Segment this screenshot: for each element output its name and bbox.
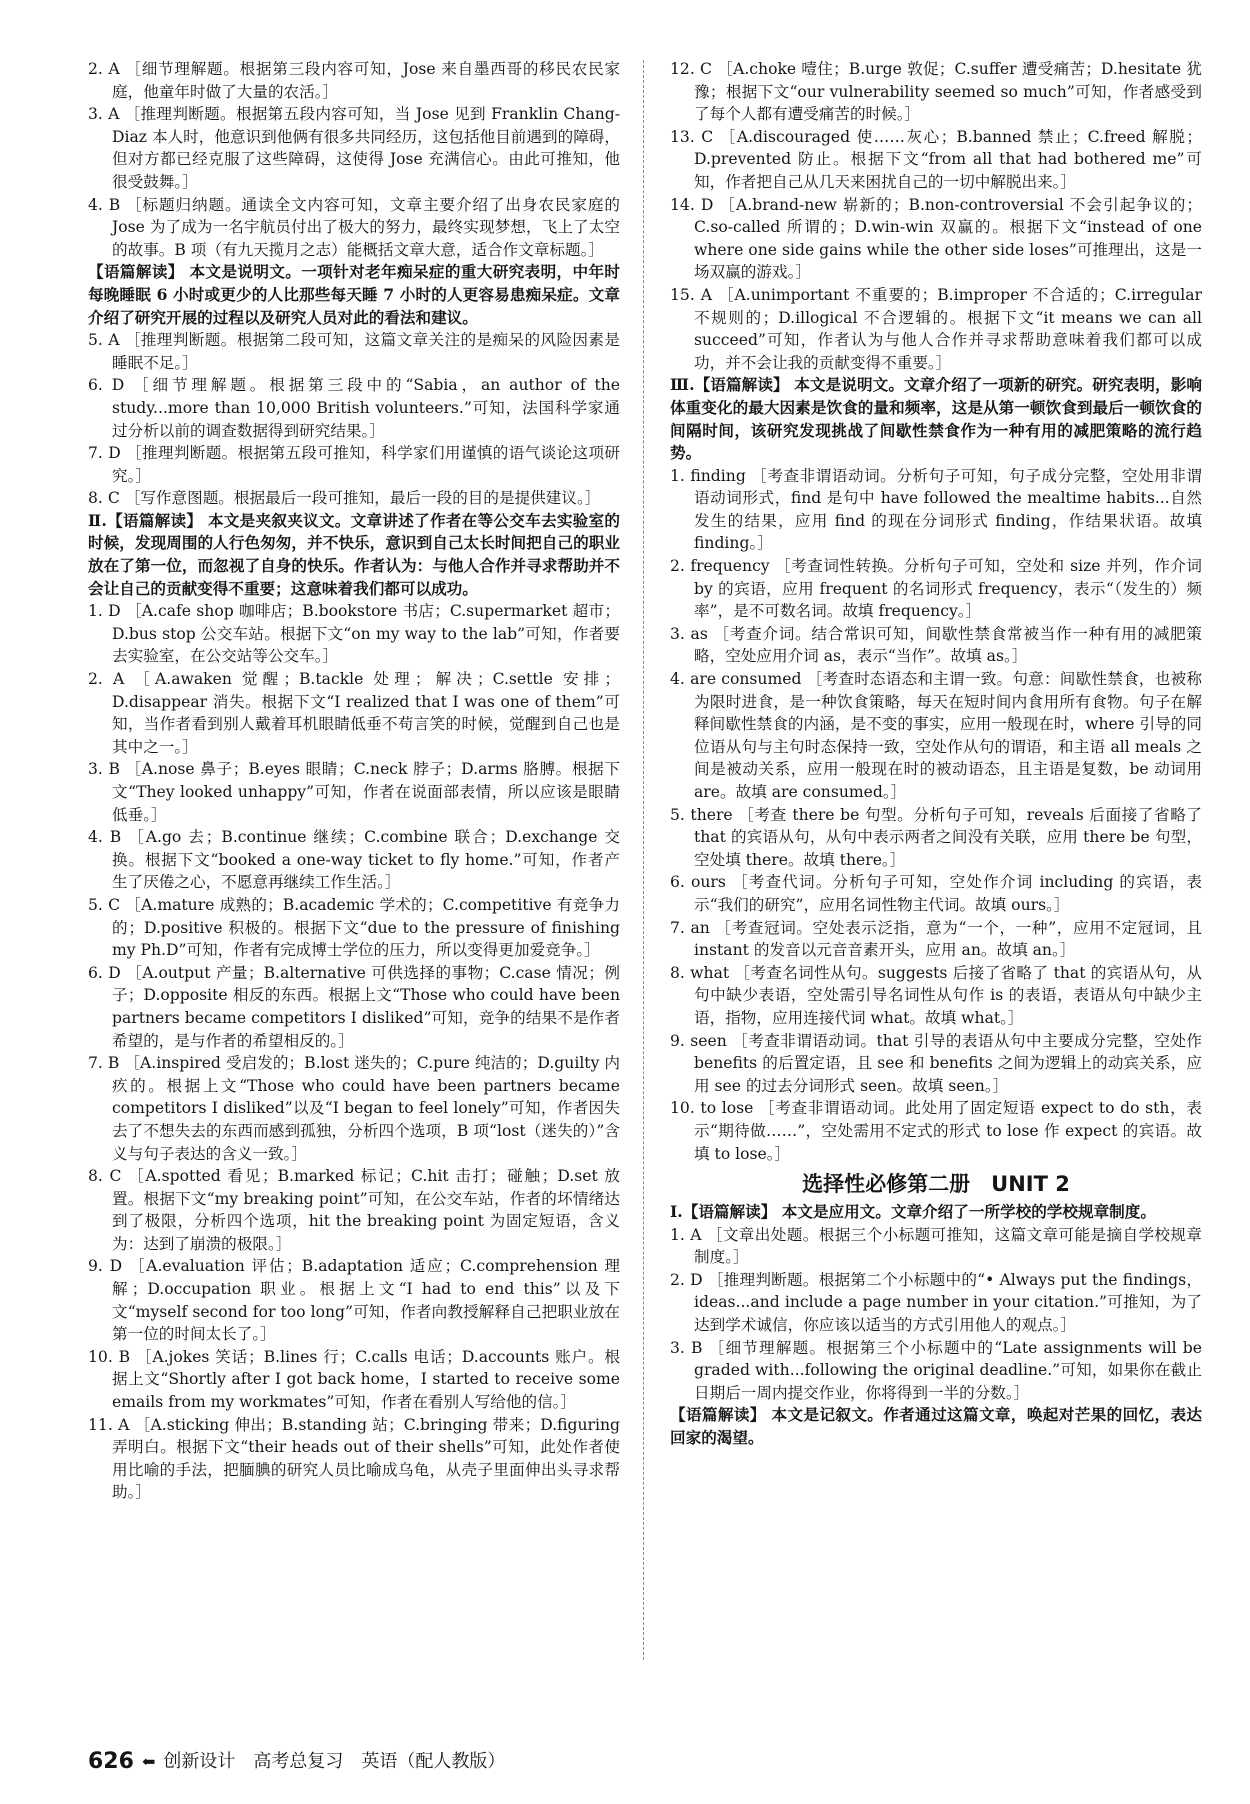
book-title: 创新设计 高考总复习 英语（配人教版） — [163, 1751, 506, 1772]
answer-item: 14. D ［A.brand-new 崭新的；B.non-controversial 不会引起争议的；C.so-called 所谓的；D.win-win 双赢的。根据下文“instead of one where one side gains while the other side loses”可推理出，这是一场双赢的游戏。］ — [670, 195, 1202, 282]
answer-item: 10. B ［A.jokes 笑话；B.lines 行；C.calls 电话；D.accounts 账户。根据上文“Shortly after I got back home，I started to receive some emails from my workmates”可知，作者在看别人写给他的信。］ — [88, 1347, 620, 1412]
answer-item: 3. A ［推理判断题。根据第五段内容可知，当 Jose 见到 Franklin Chang-Diaz 本人时，他意识到他俩有很多共同经历，这包括他目前遇到的障碍，但对方都已经克服了这些障碍，这使得 Jose 充满信心。由此可推知，他很受鼓舞。］ — [88, 105, 620, 191]
passage-overview: 【语篇解读】 本文是记叙文。作者通过这篇文章，唤起对芒果的回忆，表达回家的渴望。 — [670, 1405, 1202, 1448]
page-footer — [88, 1750, 505, 1774]
answer-item: 1. D ［A.cafe shop 咖啡店；B.bookstore 书店；C.supermarket 超市；D.bus stop 公交车站。根据下文“on my way to the lab”可知，作者要去实验室，在公交站等公交车。］ — [88, 602, 620, 666]
answer-item: 2. A ［A.awaken 觉醒；B.tackle 处理；解决；C.settle 安排；D.disappear 消失。根据下文“I realized that I was one of them”可知，当作者看到别人戴着耳机眼睛低垂不苟言笑的时候，觉醒到自己也是其中之一。］ — [88, 670, 620, 756]
answer-item: 3. B ［A.nose 鼻子；B.eyes 眼睛；C.neck 脖子；D.arms 胳膊。根据下文“They looked unhappy”可知，作者在说面部表情，所以应该是眼睛低垂。］ — [88, 760, 620, 824]
page-number: 626 — [88, 1749, 134, 1774]
answer-item: 3. as ［考查介词。结合常识可知，间歇性禁食常被当作一种有用的减肥策略，空处应用介词 as，表示“当作”。故填 as。］ — [670, 624, 1202, 666]
section-heading: 选择性必修第二册 UNIT 2 — [802, 1172, 1070, 1197]
answer-item: 5. A ［推理判断题。根据第二段可知，这篇文章关注的是痴呆的风险因素是睡眠不足。］ — [88, 331, 620, 372]
left-column — [88, 58, 620, 1504]
answer-item: 2. D ［推理判断题。根据第二个小标题中的“• Always put the findings，ideas...and include a page number in your citation.”可推知，为了达到学术诚信，你应该以适当的方式引用他人的观点。］ — [670, 1270, 1202, 1335]
answer-item: 13. C ［A.discouraged 使……灰心；B.banned 禁止；C.freed 解脱；D.prevented 防止。根据下文“from all that had bothered me”可知，作者把自己从几天来困扰自己的一切中解脱出来。］ — [670, 127, 1202, 191]
answer-item: 8. what ［考查名词性从句。suggests 后接了省略了 that 的宾语从句，从句中缺少表语，空处需引导名词性从句作 is 的表语，表语从句中缺少主语，指物，应用连接代词 what。故填 what。］ — [670, 963, 1202, 1027]
answer-item: 15. A ［A.unimportant 不重要的；B.improper 不合适的；C.irregular 不规则的；D.illogical 不合逻辑的。根据下文“it means we can all succeed”可知，作者认为与他人合作并寻求帮助意味着我们都可以成功，并不会让我的贡献变得不重要。］ — [670, 285, 1202, 372]
answer-item: 12. C ［A.choke 噎住；B.urge 敦促；C.suffer 遭受痛苦；D.hesitate 犹豫；根据下文“our vulnerability seemed so much”可知，作者感受到了每个人都有遭受痛苦的时候。］ — [670, 60, 1202, 124]
answer-item: 4. B ［A.go 去；B.continue 继续；C.combine 联合；D.exchange 交换。根据下文“booked a one-way ticket to fly home.”可知，作者产生了厌倦之心，不愿意再继续工作生活。］ — [88, 828, 620, 892]
answer-item: 2. A ［细节理解题。根据第三段内容可知，Jose 来自墨西哥的移民农民家庭，他童年时做了大量的农活。］ — [88, 60, 620, 101]
answer-item: 7. B ［A.inspired 受启发的；B.lost 迷失的；C.pure 纯洁的；D.guilty 内疚的。根据上文“Those who could have been partners became competitors I disliked”以及“I began to feel lonely”可知，作者因失去了不想失去的东西而感到孤独，分析四个选项，B 项“lost（迷失的）”含义与句子表达的含义一致。］ — [88, 1054, 620, 1163]
answer-item: 5. there ［考查 there be 句型。分析句子可知，reveals 后面接了省略了 that 的宾语从句，从句中表示两者之间没有关联，应用 there be 句型，空处填 there。故填 there。］ — [670, 805, 1202, 869]
passage-overview: Ⅰ.【语篇解读】 本文是应用文。文章介绍了一所学校的学校规章制度。 — [670, 1202, 1156, 1222]
answer-item: 2. frequency ［考查词性转换。分析句子可知，空处和 size 并列，作介词 by 的宾语，应用 frequent 的名词形式 frequency，表示“（发生的）频率”，是不可数名词。故填 frequency。］ — [670, 557, 1202, 621]
answer-item: 4. B ［标题归纳题。通读全文内容可知，文章主要介绍了出身农民家庭的 Jose 为了成为一名宇航员付出了极大的努力，最终实现梦想，飞上了太空的故事。B 项（有九天揽月之志）能概括文章大意，适合作文章标题。］ — [88, 195, 620, 259]
passage-overview: Ⅲ.【语篇解读】 本文是说明文。文章介绍了一项新的研究。研究表明，影响体重变化的最大因素是饮食的量和频率，这是从第一顿饮食到最后一顿饮食的间隔时间，该研究发现挑战了间歇性禁食作为一种有用的减肥策略的流行趋势。 — [670, 375, 1202, 463]
answer-item: 1. finding ［考查非谓语动词。分析句子可知，句子成分完整，空处用非谓语动词形式，find 是句中 have followed the mealtime habits...自然发生的结果，应用 find 的现在分词形式 finding，作结果状语。故填 finding。］ — [670, 466, 1202, 553]
answer-item: 8. C ［A.spotted 看见；B.marked 标记；C.hit 击打；碰触；D.set 放置。根据下文“my breaking point”可知，在公交车站，作者的坏情绪达到了极限，分析四个选项，hit the breaking point 为固定短语，含义为：达到了崩溃的极限。］ — [88, 1167, 620, 1253]
answer-item: 9. D ［A.evaluation 评估；B.adaptation 适应；C.comprehension 理解；D.occupation 职业。根据上文“I had to end this”以及下文“myself second for too long”可知，作者向教授解释自己把职业放在第一位的时间太长了。］ — [88, 1257, 620, 1344]
answer-item: 8. C ［写作意图题。根据最后一段可推知，最后一段的目的是提供建议。］ — [88, 489, 601, 508]
passage-overview: Ⅱ.【语篇解读】 本文是夹叙夹议文。文章讲述了作者在等公交车去实验室的时候，发现周围的人行色匆匆，并不快乐，意识到自己太长时间把自己的职业放在了第一位，而忽视了自身的快乐。作者认为：与他人合作并寻求帮助并不会让自己的贡献变得不重要；这意味着我们都可以成功。 — [88, 510, 620, 598]
answer-item: 6. D ［细节理解题。根据第三段中的“Sabia，an author of the study...more than 10,000 British volunteers.”可知，法国科学家通过分析以前的调查数据得到研究结果。］ — [88, 376, 620, 440]
answer-item: 5. C ［A.mature 成熟的；B.academic 学术的；C.competitive 有竞争力的；D.positive 积极的。根据下文“due to the pressure of finishing my Ph.D”可知，作者有完成博士学位的压力，所以变得更加爱竞争。］ — [88, 895, 620, 960]
answer-item: 11. A ［A.sticking 伸出；B.standing 站；C.bringing 带来；D.figuring 弄明白。根据下文“their heads out of their shells”可知，此处作者使用比喻的手法，把腼腆的研究人员比喻成乌龟，从壳子里面伸出头寻求帮助。］ — [88, 1415, 620, 1502]
column-divider — [643, 60, 644, 1660]
arrow-left-icon: ⬅ — [141, 1752, 156, 1771]
answer-item: 6. ours ［考查代词。分析句子可知，空处作介词 including 的宾语，表示“我们的研究”，应用名词性物主代词。故填 ours。］ — [670, 873, 1202, 914]
answer-item: 9. seen ［考查非谓语动词。that 引导的表语从句中主要成分完整，空处作 benefits 的后置定语，且 see 和 benefits 之间为逻辑上的动宾关系，应用 see 的过去分词形式 seen。故填 seen。］ — [670, 1031, 1202, 1095]
answer-item: 4. are consumed ［考查时态语态和主谓一致。句意：间歇性禁食，也被称为限时进食，是一种饮食策略，每天在短时间内食用所有食物。句子在解释间歇性禁食的内涵，是不变的事实，应用一般现在时，where 引导的同位语从句与主句时态保持一致，空处作从句的谓语，和主语 all meals 之间是被动关系，应用一般现在时的被动语态，且主语是复数，be 动词用 are。故填 are consumed。］ — [670, 670, 1202, 801]
answer-item: 3. B ［细节理解题。根据第三个小标题中的“Late assignments will be graded with...following the original deadline.”可知，如果你在截止日期后一周内提交作业，你将得到一半的分数。］ — [670, 1338, 1202, 1402]
passage-overview: 【语篇解读】 本文是说明文。一项针对老年痴呆症的重大研究表明，中年时每晚睡眠 6 小时或更少的人比那些每天睡 7 小时的人更容易患痴呆症。文章介绍了研究开展的过程以及研究人员对此的看法和建议。 — [88, 262, 620, 327]
answer-item: 7. an ［考查冠词。空处表示泛指，意为“一个，一种”，应用不定冠词，且 instant 的发音以元音音素开头，应用 an。故填 an。］ — [670, 918, 1202, 960]
answer-item: 7. D ［推理判断题。根据第五段可推知，科学家们用谨慎的语气谈论这项研究。］ — [88, 444, 620, 485]
answer-item: 1. A ［文章出处题。根据三个小标题可推知，这篇文章可能是摘自学校规章制度。］ — [670, 1225, 1202, 1267]
answer-item: 6. D ［A.output 产量；B.alternative 可供选择的事物；C.case 情况；例子；D.opposite 相反的东西。根据上文“Those who could have been partners became competitors I disliked”可知，竞争的结果不是作者希望的，是与作者的希望相反的。］ — [88, 963, 620, 1050]
right-column — [670, 58, 1202, 1450]
answer-item: 10. to lose ［考查非谓语动词。此处用了固定短语 expect to do sth，表示“期待做……”，空处需用不定式的形式 to lose 作 expect 的宾语。故填 to lose。］ — [670, 1099, 1202, 1163]
